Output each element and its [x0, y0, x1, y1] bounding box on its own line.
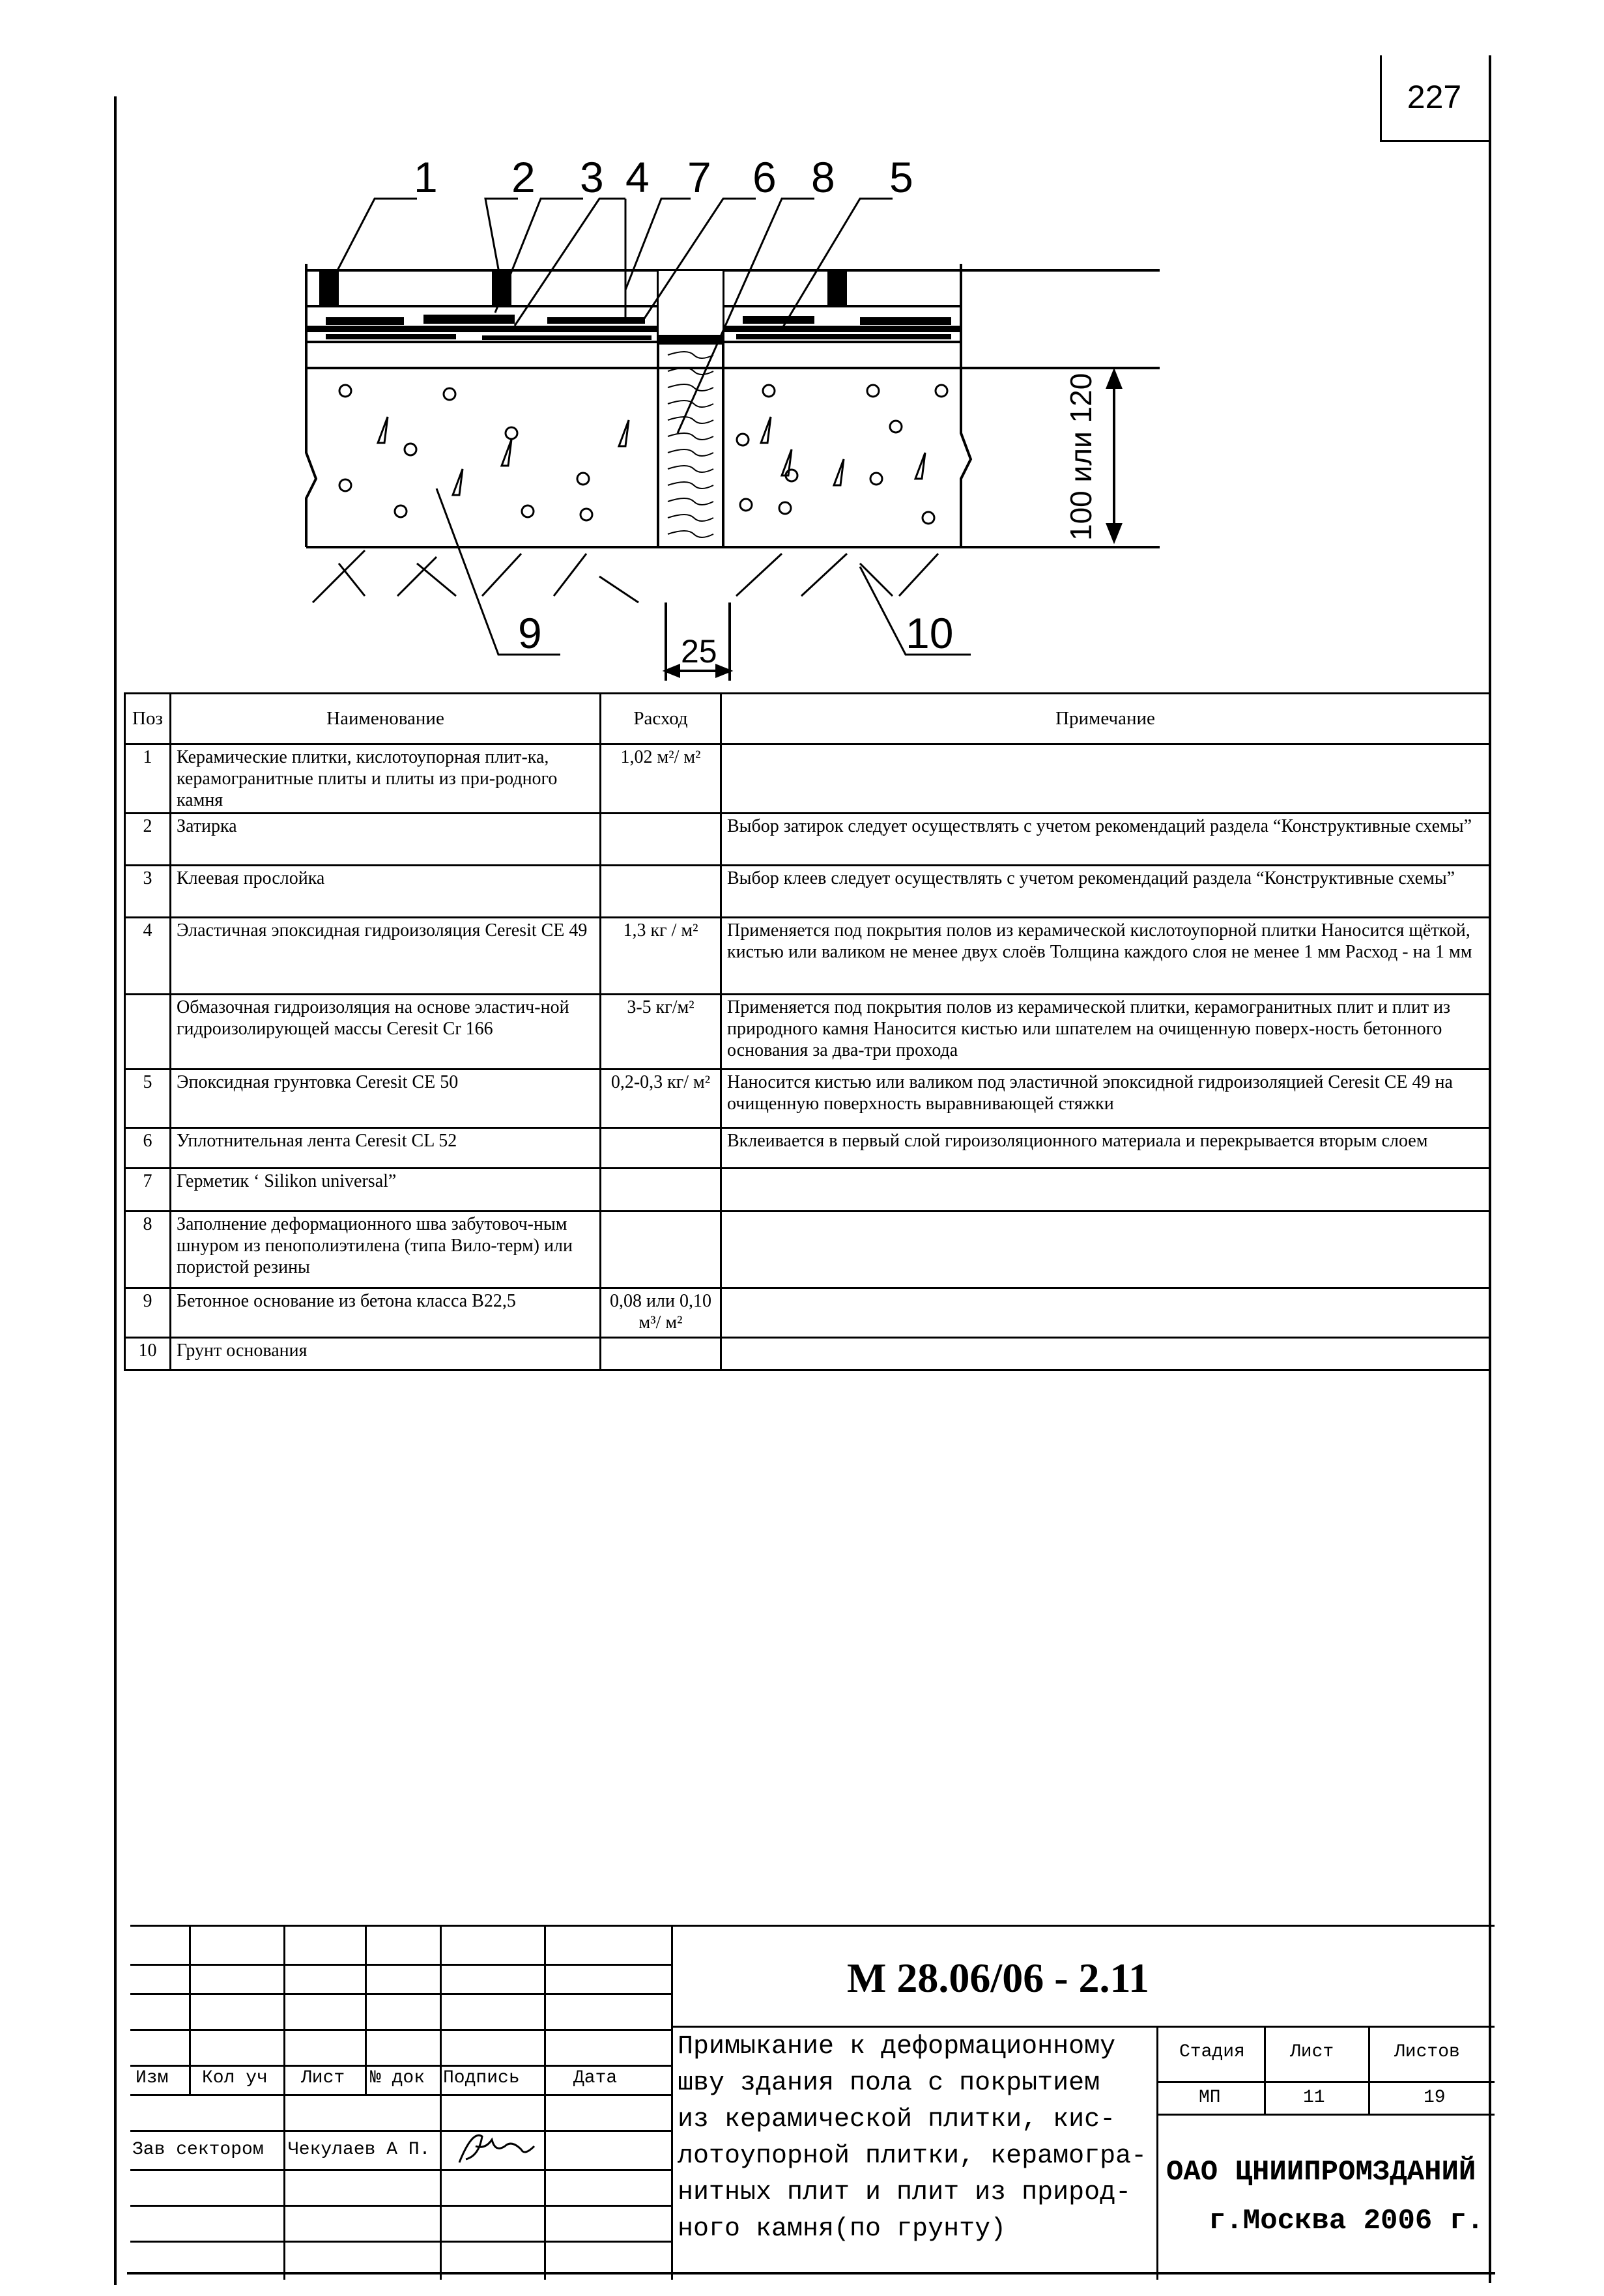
stage-label: Стадия: [1179, 2042, 1245, 2062]
callout-5: 5: [889, 153, 913, 201]
callout-6: 6: [752, 153, 777, 201]
callout-8: 8: [811, 153, 835, 201]
callout-9: 9: [518, 609, 542, 657]
sheets-value: 19: [1424, 2088, 1446, 2108]
stage-value: МП: [1199, 2088, 1221, 2108]
callout-10: 10: [906, 609, 954, 657]
organization-name: ОАО ЦНИИПРОМЗДАНИЙ: [1166, 2156, 1476, 2189]
callout-3: 3: [580, 153, 604, 201]
sheet-value: 11: [1303, 2088, 1325, 2108]
table-row: 3 Клеевая прослойка Выбор клеев следует осуществлять с учетом рекомендаций раздела “Конструктивные схемы”: [125, 866, 1490, 918]
organization-city: г.Москва 2006 г.: [1209, 2205, 1484, 2237]
person-name: Чекулаев А П.: [288, 2140, 431, 2160]
col-label-doc-no: № док: [370, 2068, 425, 2088]
callout-2: 2: [511, 153, 536, 201]
col-label-signature: Подпись: [443, 2068, 520, 2088]
tile-joint-mark: [319, 270, 339, 306]
col-label-kol-uch: Кол уч: [202, 2068, 268, 2088]
col-label-list: Лист: [301, 2068, 345, 2088]
header-name: Наименование: [171, 694, 601, 744]
header-pos: Поз: [125, 694, 171, 744]
joint-width-label: 25: [681, 633, 717, 670]
joint-tape: [658, 335, 723, 345]
floor-section-diagram: [287, 147, 1160, 687]
title-block: [130, 1925, 1495, 2280]
slab-thickness-label: 100 или 120: [1064, 373, 1098, 541]
callout-numbers: [414, 153, 1098, 670]
header-note: Примечание: [721, 694, 1490, 744]
page-number: 227: [1407, 79, 1462, 115]
tile-joint-mark: [827, 270, 847, 306]
callout-leaders: [329, 199, 971, 655]
role-label: Зав сектором: [132, 2140, 264, 2160]
col-label-izm: Изм: [136, 2068, 169, 2088]
ground-hatching: [313, 550, 938, 602]
table-row: 7 Герметик ‘ Silikon universal”: [125, 1169, 1490, 1212]
table-row: Обмазочная гидроизоляция на основе эластич-ной гидроизолирующей массы Ceresit Cr 166 3-5 кг/м² Применяется под покрытия полов из керамической плитки, керамогранитных плит и плит из природного камня Наносится кистью или шпателем на очищенную поверх-ность бетонного основания за два-три прохода: [125, 995, 1490, 1070]
frame-left-border: [114, 96, 117, 2285]
header-rate: Расход: [601, 694, 721, 744]
drawing-title: Примыкание к деформационному шву здания пола с покрытием из керамической плитки, кис- лотоупорной плитки, керамогра- нитных плит и плит из природ- ного камня(по грунту): [678, 2032, 1147, 2244]
adhesive-band: [306, 326, 658, 332]
table-row: 8 Заполнение деформационного шва забутовоч-ным шнуром из пенополиэтилена (типа Вило-терм) или пористой резины: [125, 1212, 1490, 1288]
table-row: 1 Керамические плитки, кислотоупорная плит-ка, керамогранитные плиты и плиты из при-родного камня 1,02 м²/ м²: [125, 744, 1490, 814]
document-code: М 28.06/06 - 2.11: [847, 1955, 1149, 2001]
callout-1: 1: [414, 153, 438, 201]
table-row: 2 Затирка Выбор затирок следует осуществлять с учетом рекомендаций раздела “Конструктивные схемы”: [125, 814, 1490, 866]
sheet-label: Лист: [1290, 2042, 1334, 2062]
table-header-row: [125, 694, 1490, 744]
col-label-date: Дата: [573, 2068, 618, 2088]
sheets-label: Листов: [1394, 2042, 1460, 2062]
specification-table: [124, 692, 1491, 1371]
table-row: 9 Бетонное основание из бетона класса В22,5 0,08 или 0,10 м³/ м²: [125, 1288, 1490, 1338]
table-row: 10 Грунт основания: [125, 1338, 1490, 1370]
table-row: 5 Эпоксидная грунтовка Ceresit CE 50 0,2-0,3 кг/ м² Наносится кистью или валиком под эластичной эпоксидной гидроизоляцией Ceresit CE 49 на очищенную поверхность выравнивающей стяжки: [125, 1070, 1490, 1128]
callout-4: 4: [625, 153, 650, 201]
sealant: [658, 270, 723, 335]
callout-7: 7: [687, 153, 711, 201]
concrete-aggregate: [339, 385, 947, 524]
tile-joint-mark: [492, 270, 511, 306]
signature-image: [453, 2127, 537, 2172]
joint-filler: [668, 352, 713, 537]
table-row: 4 Эластичная эпоксидная гидроизоляция Ceresit CE 49 1,3 кг / м² Применяется под покрытия полов из керамической кислотоупорной плитки Наносится щёткой, кистью или валиком не менее двух слоёв Толщина каждого слоя не менее 1 мм Расход - на 1 мм: [125, 918, 1490, 995]
adhesive-band: [723, 326, 961, 332]
table-row: 6 Уплотнительная лента Ceresit CL 52 Вклеивается в первый слой гироизоляционного материала и перекрывается вторым слоем: [125, 1128, 1490, 1169]
